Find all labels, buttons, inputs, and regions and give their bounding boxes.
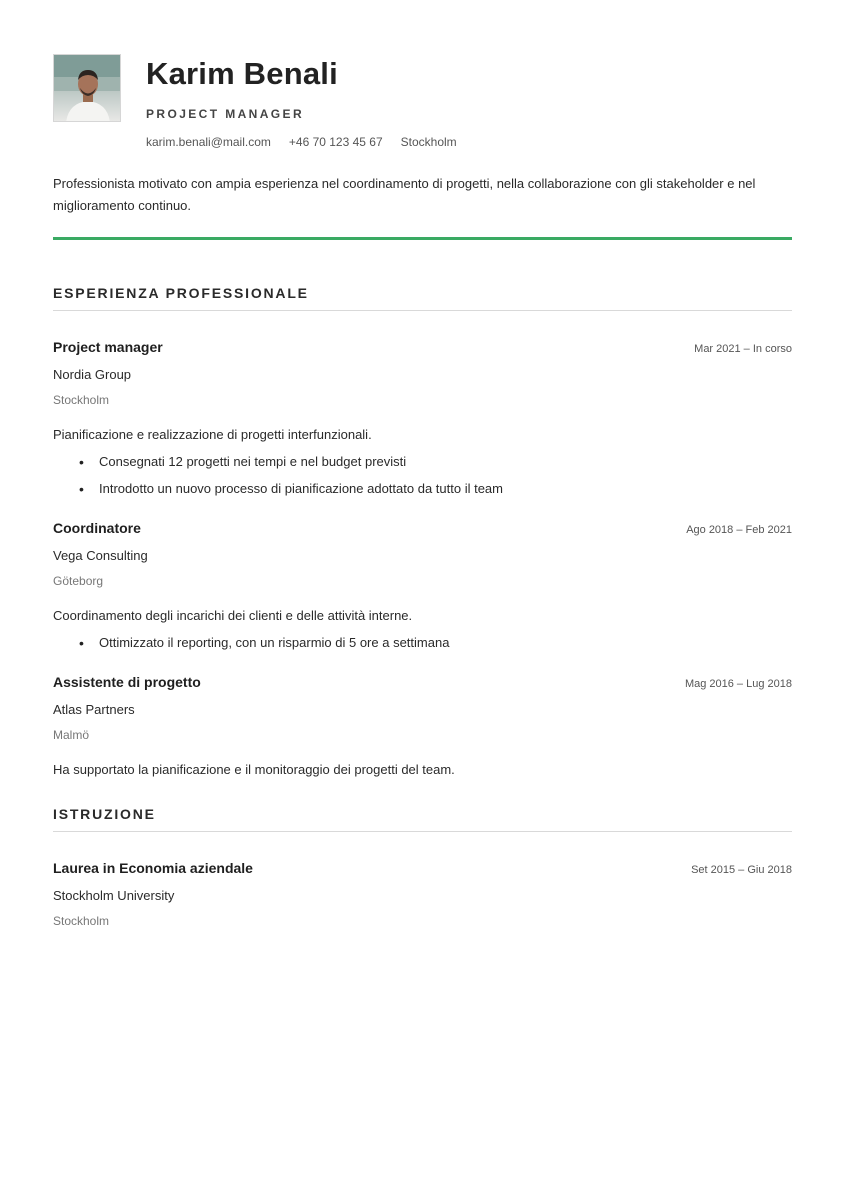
accent-divider — [53, 237, 792, 240]
contact-line — [146, 135, 475, 149]
experience-entry — [53, 520, 792, 651]
achievement-item: • Consegnati 12 progetti nei tempi e nel budget previsti — [79, 454, 792, 470]
experience-entry — [53, 674, 792, 777]
job-company: Vega Consulting — [53, 548, 148, 563]
job-location: Göteborg — [53, 574, 104, 588]
job-company: Nordia Group — [53, 367, 132, 382]
city-text: Stockholm — [400, 135, 457, 149]
job-description: Coordinamento degli incarichi dei clienti e delle attività interne. — [53, 608, 413, 623]
email-text[interactable]: karim.benali@mail.com — [146, 135, 271, 149]
school-name: Stockholm University — [53, 888, 175, 903]
experience-heading: ESPERIENZA PROFESSIONALE — [53, 285, 792, 311]
achievement-list — [79, 454, 792, 497]
job-location: Stockholm — [53, 393, 110, 407]
person-portrait-icon — [54, 55, 121, 122]
job-dates: Ago 2018 – Feb 2021 — [686, 524, 792, 536]
job-title: Project manager — [53, 339, 163, 355]
profile-summary: Professionista motivato con ampia esperienza nel coordinamento di progetti, nella collaborazione con gli stakeholder e nel miglioramento continuo. — [53, 176, 756, 213]
header-text — [146, 54, 475, 149]
school-location: Stockholm — [53, 914, 110, 928]
education-heading: ISTRUZIONE — [53, 806, 792, 832]
resume-page — [53, 54, 792, 928]
achievement-item: • Ottimizzato il reporting, con un risparmio di 5 ore a settimana — [79, 635, 792, 651]
resume-header — [53, 54, 792, 149]
candidate-name: Karim Benali — [146, 56, 338, 91]
achievement-item: • Introdotto un nuovo processo di pianificazione adottato da tutto il team — [79, 481, 792, 497]
education-entry — [53, 860, 792, 928]
profile-photo — [53, 54, 121, 122]
degree-title: Laurea in Economia aziendale — [53, 860, 253, 876]
job-title: Assistente di progetto — [53, 674, 201, 690]
job-dates: Mar 2021 – In corso — [694, 343, 792, 355]
degree-dates: Set 2015 – Giu 2018 — [691, 864, 792, 876]
job-description: Ha supportato la pianificazione e il monitoraggio dei progetti del team. — [53, 762, 455, 777]
experience-entry — [53, 339, 792, 497]
job-company: Atlas Partners — [53, 702, 135, 717]
job-title: Coordinatore — [53, 520, 141, 536]
job-location: Malmö — [53, 728, 90, 742]
phone-text[interactable]: +46 70 123 45 67 — [288, 135, 383, 149]
job-description: Pianificazione e realizzazione di progetti interfunzionali. — [53, 427, 372, 442]
candidate-role: PROJECT MANAGER — [146, 107, 305, 121]
achievement-list — [79, 635, 792, 651]
job-dates: Mag 2016 – Lug 2018 — [684, 678, 792, 690]
